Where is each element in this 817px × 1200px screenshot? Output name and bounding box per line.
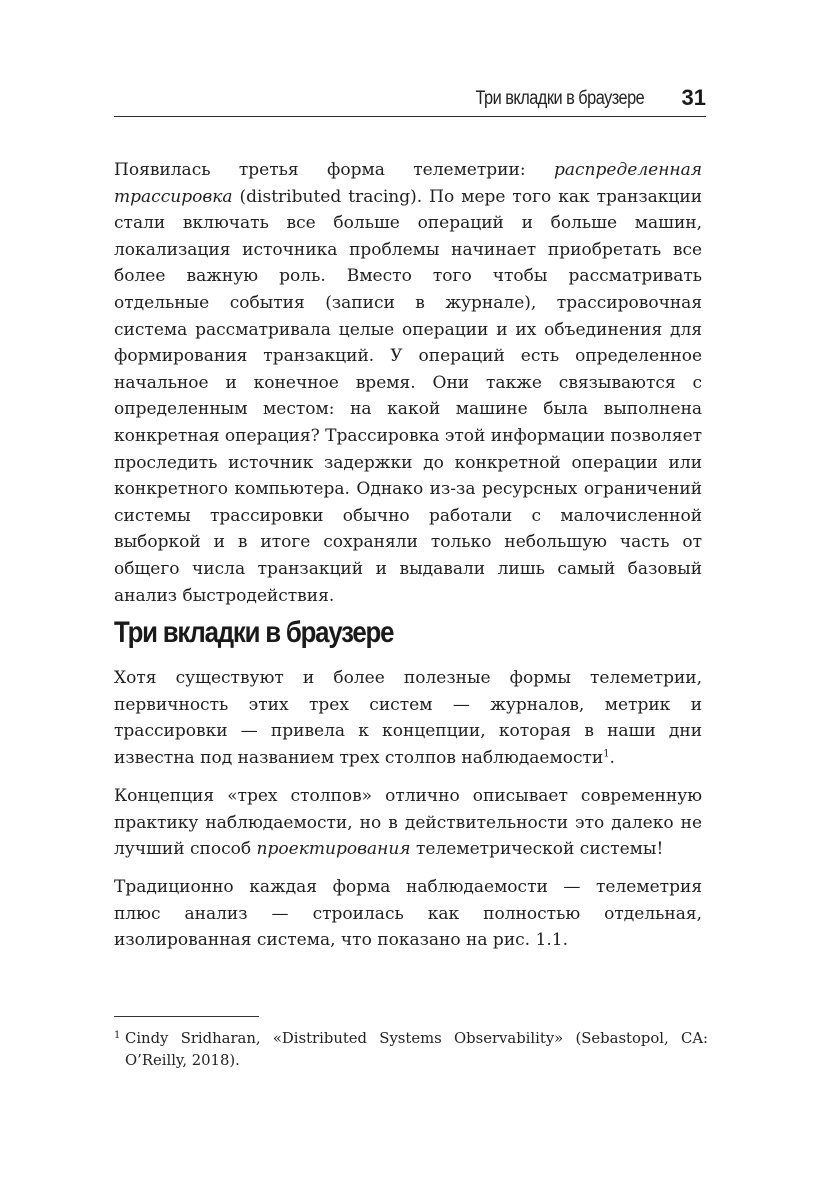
section-heading: Три вкладки в браузере — [114, 616, 394, 649]
paragraph-end: . — [609, 747, 615, 768]
italic-term-distributed-tracing: распределенная трассировка — [114, 160, 703, 207]
footnote — [114, 1028, 708, 1072]
paragraph-three-pillars-concept — [114, 783, 702, 863]
page-number: 31 — [681, 85, 706, 110]
footnote-divider — [114, 1016, 259, 1017]
paragraph-body: (distributed tracing). По мере того как транзакции стали включать все больше операций и больше машин, локализация источника проблемы начинает приобретать все более важную роль. Вместо того чтобы рассматривать отдельные события (записи в журнале), трассировочная система рассматривала целые операции и их объединения для формирования транзакций. У операций есть определенное начальное и конечное время. Они также связываются с определенным местом: на какой машине была выполнена конкретная операция? Трассировка этой информации позволяет проследить источник задержки до конкретной операции или конкретного компьютера. Однако из-за ресурсных ограничений системы трассировки обычно работали с малочисленной выборкой и в итоге сохраняли только небольшую часть от общего числа транзакций и выдавали лишь самый базовый анализ быстродействия. — [114, 186, 703, 606]
footnote-text: Cindy Sridharan, «Distributed Systems Observability» (Sebastopol, CA: O’Reilly, 2018). — [125, 1030, 708, 1069]
paragraph-text: Традиционно каждая форма наблюдаемости — телеметрия плюс анализ — строилась как полностью отдельная, изолированная система, что показано на рис. 1.1. — [114, 877, 703, 951]
running-title: Три вкладки в браузере — [475, 88, 644, 109]
footnote-reference[interactable]: 1 — [603, 748, 610, 760]
paragraph-intro: Появилась третья форма телеметрии: — [114, 160, 554, 180]
paragraph-after: телеметрической системы! — [410, 839, 664, 860]
paragraph-before: Концепция «трех столпов» отлично описывает современную практику наблюдаемости, но в действительности это далеко не лучший способ — [114, 786, 703, 860]
italic-term-design: проектирования — [256, 839, 411, 860]
paragraph-three-pillars-origin — [114, 665, 702, 771]
paragraph-text: Хотя существуют и более полезные формы телеметрии, первичность этих трех систем — журналов, метрик и трассировки — привела к концепции, которая в наши дни известна под названием трех столпов наблюдаемости — [114, 668, 703, 768]
paragraph-distributed-tracing — [114, 157, 702, 609]
paragraph-isolated-systems — [114, 874, 702, 954]
running-header — [114, 84, 706, 117]
book-page — [114, 0, 706, 1200]
footnote-mark: 1 — [114, 1030, 121, 1041]
